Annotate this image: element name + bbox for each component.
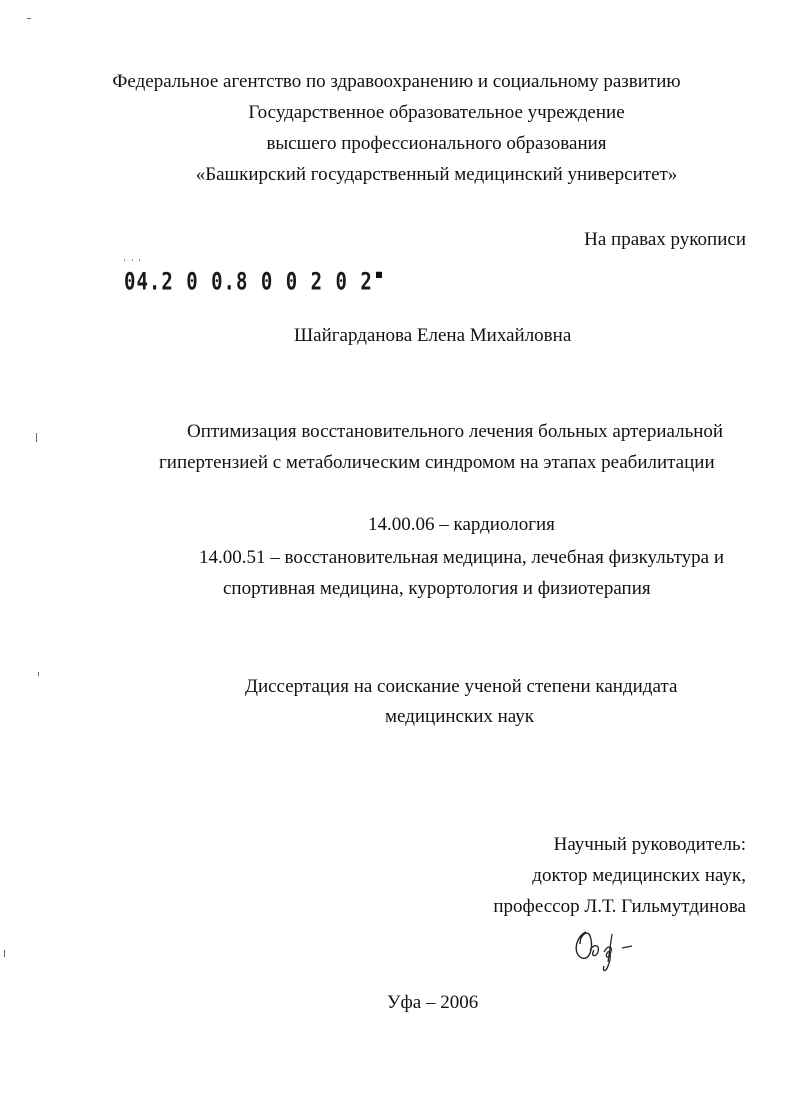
scan-mark-top xyxy=(27,18,31,19)
dissertation-line-2: медицинских наук xyxy=(385,706,534,727)
archive-dot-icon xyxy=(376,272,382,278)
institution-type: Государственное образовательное учреждение xyxy=(248,102,625,123)
specialty-2: 14.00.51 – восстановительная медицина, лечебная физкультура и xyxy=(199,547,725,568)
scan-mark-left-3 xyxy=(4,950,5,957)
scan-mark-left-2 xyxy=(38,672,39,676)
supervisor-degree: доктор медицинских наук, xyxy=(532,865,746,886)
education-level: высшего профессионального образования xyxy=(266,133,607,154)
city-year: Уфа – 2006 xyxy=(387,992,479,1013)
supervisor-label: Научный руководитель: xyxy=(553,834,746,855)
scan-mark-left-1 xyxy=(36,433,37,442)
agency-name: Федеральное агентство по здравоохранению и социальному развитию xyxy=(112,71,681,92)
supervisor-name: профессор Л.Т. Гильмутдинова xyxy=(493,896,746,917)
archive-code-text: 04.2 0 0.8 0 0 2 0 2 xyxy=(124,268,373,296)
manuscript-rights: На правах рукописи xyxy=(584,229,746,250)
title-line-2: гипертензией с метаболическим синдромом на этапах реабилитации xyxy=(159,452,715,473)
author-name: Шайгарданова Елена Михайловна xyxy=(294,325,572,346)
dissertation-line-1: Диссертация на соискание ученой степени кандидата xyxy=(245,676,678,697)
archive-tick-marks: ' ' ' xyxy=(124,258,143,267)
specialty-2-cont: спортивная медицина, курортология и физиотерапия xyxy=(223,578,651,599)
archive-code xyxy=(124,268,382,296)
university-name: «Башкирский государственный медицинский университет» xyxy=(195,164,678,185)
supervisor-signature xyxy=(568,926,648,974)
specialty-1: 14.00.06 – кардиология xyxy=(368,514,555,535)
title-line-1: Оптимизация восстановительного лечения больных артериальной xyxy=(187,421,724,442)
